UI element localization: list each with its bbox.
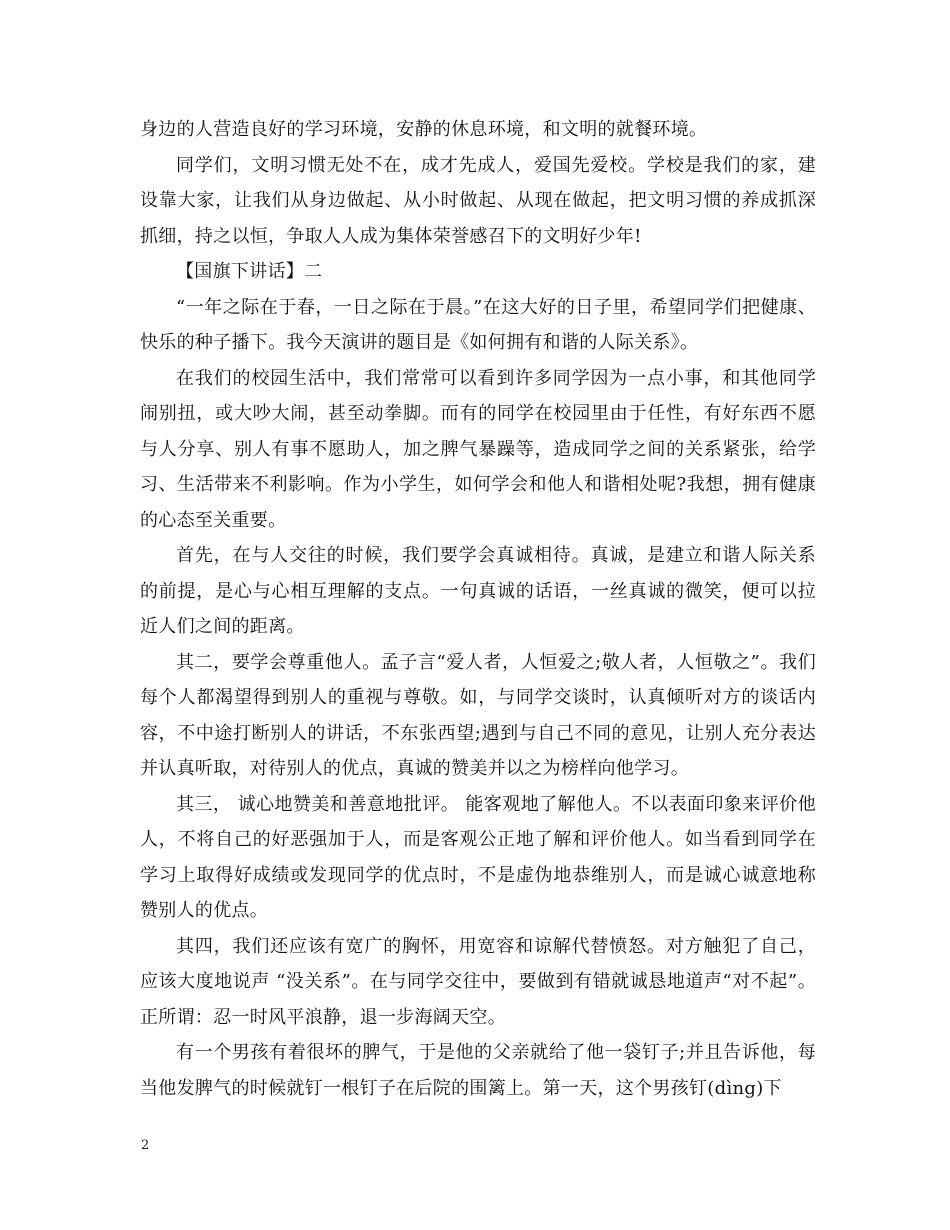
paragraph: 其三， 诚心地赞美和善意地批评。 能客观地了解他人。不以表面印象来评价他人，不将自己的好恶强加于人，而是客观公正地了解和评价他人。如当看到同学在学习上取得好成绩或发现同学的优点时，不是虚伪地恭维别人，而是诚心诚意地称赞别人的优点。 xyxy=(140,793,816,921)
paragraph: 其四，我们还应该有宽广的胸怀，用宽容和谅解代替愤怒。对方触犯了自己，应该大度地说声 “没关系”。在与同学交往中，要做到有错就诚恳地道声“对不起”。正所谓：忍一时风平浪静，退一步海阔天空。 xyxy=(140,935,816,1028)
paragraph: 同学们，文明习惯无处不在，成才先成人，爱国先爱校。学校是我们的家，建设靠大家，让我们从身边做起、从小时做起、从现在做起，把文明习惯的养成抓深抓细，持之以恒，争取人人成为集体荣誉感召下的文明好少年! xyxy=(140,154,816,247)
page-number: 2 xyxy=(141,1138,150,1153)
paragraph: 首先，在与人交往的时候，我们要学会真诚相待。真诚，是建立和谐人际关系的前提，是心与心相互理解的支点。一句真诚的话语，一丝真诚的微笑，便可以拉近人们之间的距离。 xyxy=(140,545,816,637)
section-heading: 【国旗下讲话】二 xyxy=(176,261,323,282)
paragraph: 其二，要学会尊重他人。孟子言“爱人者，人恒爱之;敬人者，人恒敬之”。我们每个人都渴望得到别人的重视与尊敬。如，与同学交谈时，认真倾听对方的谈话内容，不中途打断别人的讲话，不东张西望;遇到与自己不同的意见，让别人充分表达并认真听取，对待别人的优点，真诚的赞美并以之为榜样向他学习。 xyxy=(140,651,816,779)
paragraph-continued: 身边的人营造良好的学习环境，安静的休息环境，和文明的就餐环境。 xyxy=(140,119,708,140)
paragraph: 有一个男孩有着很坏的脾气，于是他的父亲就给了他一袋钉子;并且告诉他，每当他发脾气的时候就钉一根钉子在后院的围篱上。第一天，这个男孩钉(dìng)下 xyxy=(140,1042,816,1099)
paragraph: “一年之际在于春，一日之际在于晨。”在这大好的日子里，希望同学们把健康、快乐的种子播下。我今天演讲的题目是《如何拥有和谐的人际关系》。 xyxy=(140,296,816,353)
body-text xyxy=(140,112,816,1106)
paragraph: 在我们的校园生活中，我们常常可以看到许多同学因为一点小事，和其他同学闹别扭，或大吵大闹，甚至动拳脚。而有的同学在校园里由于任性，有好东西不愿与人分享、别人有事不愿助人，加之脾气暴躁等，造成同学之间的关系紧张，给学习、生活带来不利影响。作为小学生，如何学会和他人和谐相处呢?我想，拥有健康的心态至关重要。 xyxy=(140,367,816,531)
